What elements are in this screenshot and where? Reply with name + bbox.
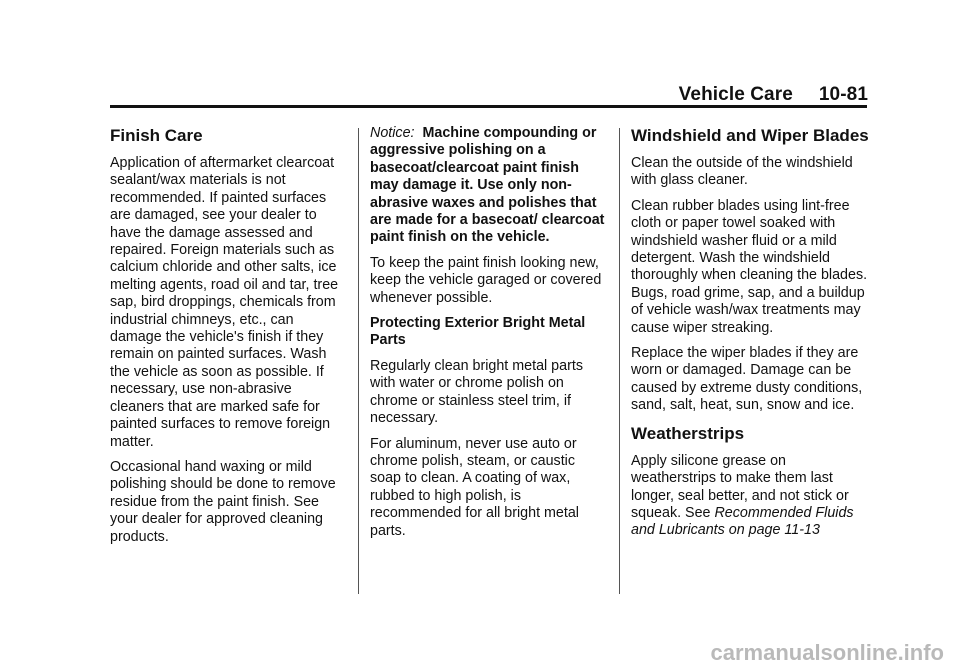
section-title: Vehicle Care <box>678 84 793 105</box>
paragraph: For aluminum, never use auto or chrome polish, steam, or caustic soap to clean. A coating of wax, rubbed to high polish, is recommended for all bright metal parts. <box>370 435 579 539</box>
paragraph-text: Apply silicone grease on weatherstrips to make them last longer, seal better, and not stick or squeak. See <box>631 452 849 521</box>
paragraph: Occasional hand waxing or mild polishing should be done to remove residue from the paint finish. See your dealer for approved cleaning products. <box>110 458 336 545</box>
watermark: carmanualsonline.info <box>710 640 944 665</box>
subheading: Protecting Exterior Bright Metal Parts <box>370 315 586 349</box>
page-number: 10-81 <box>818 84 868 105</box>
header-rule <box>110 105 867 108</box>
paragraph: Regularly clean bright metal parts with water or chrome polish on chrome or stainless steel trim, if necessary. <box>370 357 583 427</box>
paragraph: Clean rubber blades using lint-free cloth or paper towel soaked with windshield washer fluid or a mild detergent. Wash the windshield thoroughly when cleaning the blades. Bugs, road grime, sap, and a buildup of vehicle wash/wax treatments may cause wiper streaking. <box>631 197 868 336</box>
notice-text: Machine compounding or aggressive polishing on a basecoat/clearcoat paint finish may damage it. Use only non-abrasive waxes and polishes that are made for a basecoat/ clearcoat paint finish on the vehicle. <box>370 125 605 246</box>
notice <box>370 125 608 247</box>
section-heading: Windshield and Wiper Blades <box>631 126 869 145</box>
paragraph: Replace the wiper blades if they are worn or damaged. Damage can be caused by extreme dusty conditions, sand, salt, heat, sun, snow and ice. <box>631 345 863 414</box>
cross-reference-link[interactable]: Recommended Fluids and Lubricants on page 11-13 <box>631 504 854 539</box>
column-finish-care <box>110 125 348 554</box>
column-notice <box>370 125 608 548</box>
column-windshield <box>631 125 869 548</box>
paragraph: Application of aftermarket clearcoat sealant/wax materials is not recommended. If painted surfaces are damaged, see your dealer to have the damage assessed and repaired. Foreign materials such as calcium chloride and other salts, ice melting agents, road oil and tar, tree sap, bird droppings, chemicals from industrial chimneys, etc., can damage the vehicle's finish if they remain on painted surfaces. Wash the vehicle as soon as possible. If necessary, use non-abrasive cleaners that are marked safe for painted surfaces to remove foreign matter. <box>110 155 339 450</box>
section-heading: Finish Care <box>110 126 203 145</box>
notice-label: Notice: <box>370 125 415 141</box>
column-divider <box>358 128 359 594</box>
section-heading: Weatherstrips <box>631 423 745 443</box>
column-divider <box>619 128 620 594</box>
paragraph <box>631 453 869 540</box>
page-header <box>679 84 868 106</box>
paragraph: Clean the outside of the windshield with glass cleaner. <box>631 155 853 189</box>
paragraph: To keep the paint finish looking new, keep the vehicle garaged or covered whenever possible. <box>370 254 602 306</box>
